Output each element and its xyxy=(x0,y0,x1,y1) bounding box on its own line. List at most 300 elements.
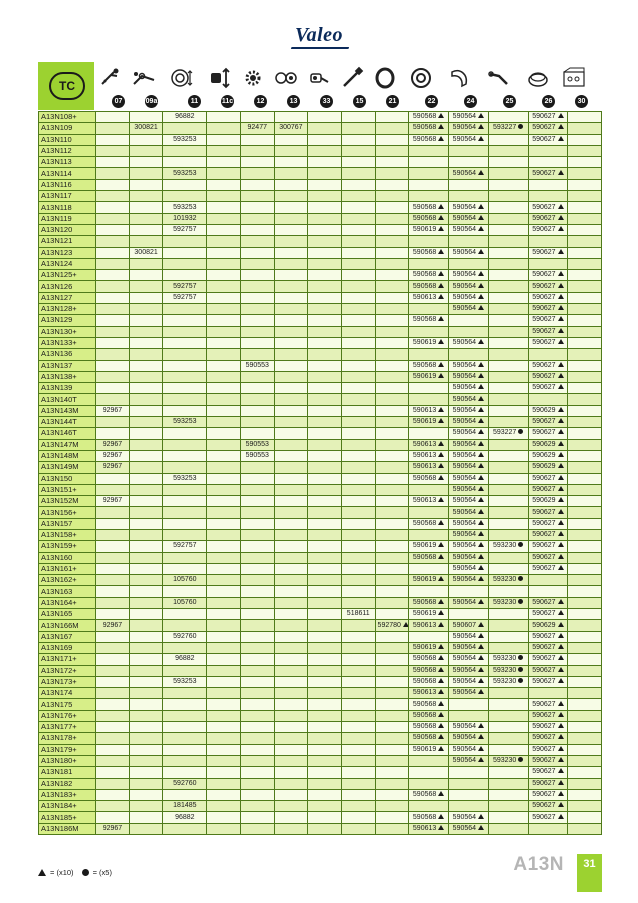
table-row xyxy=(39,823,602,834)
part-number-cell xyxy=(488,496,528,507)
part-number-cell xyxy=(409,213,449,224)
part-number: 590568 xyxy=(412,135,437,143)
triangle-icon xyxy=(558,328,564,333)
part-number-cell xyxy=(240,563,274,574)
part-reference: A13N152M xyxy=(39,496,96,507)
part-number-cell xyxy=(409,484,449,495)
part-number-cell xyxy=(308,586,342,597)
part-number: 590564 xyxy=(452,203,477,211)
part-number-cell xyxy=(568,699,602,710)
part-number-cell xyxy=(240,202,274,213)
part-number: 592757 xyxy=(173,282,197,290)
part-number: 590627 xyxy=(532,361,556,369)
part-number-cell xyxy=(448,450,488,461)
part-number-cell xyxy=(528,337,568,348)
triangle-icon xyxy=(558,463,564,468)
part-number-cell xyxy=(163,337,207,348)
part-number-cell xyxy=(448,191,488,202)
part-number-cell xyxy=(375,179,409,190)
part-number-cell xyxy=(129,744,163,755)
part-number-cell xyxy=(409,112,449,123)
part-number-cell xyxy=(207,439,241,450)
dot-icon xyxy=(82,869,89,876)
part-number-cell xyxy=(568,767,602,778)
part-number-cell xyxy=(274,258,308,269)
part-reference: A13N149M xyxy=(39,462,96,473)
part-number: 105760 xyxy=(173,598,197,606)
table-row xyxy=(39,394,602,405)
part-number: 590564 xyxy=(452,463,477,471)
part-number: 590627 xyxy=(532,519,556,527)
part-number-cell xyxy=(240,360,274,371)
part-number-cell xyxy=(568,484,602,495)
part-number: 590629 xyxy=(532,497,556,505)
triangle-icon xyxy=(438,554,444,559)
triangle-icon xyxy=(478,305,484,310)
part-number: 590564 xyxy=(452,485,477,493)
part-reference: A13N166M xyxy=(39,620,96,631)
part-number-cell xyxy=(448,676,488,687)
table-row xyxy=(39,609,602,620)
part-number-cell xyxy=(448,405,488,416)
part-number-cell xyxy=(96,360,130,371)
part-number-cell xyxy=(96,744,130,755)
part-number-cell xyxy=(448,620,488,631)
part-number-cell xyxy=(207,450,241,461)
part-number-cell xyxy=(488,247,528,258)
part-number-cell xyxy=(96,597,130,608)
part-number-cell xyxy=(528,609,568,620)
part-number-cell xyxy=(96,778,130,789)
part-number-cell xyxy=(207,462,241,473)
part-number-cell xyxy=(375,383,409,394)
part-number-cell xyxy=(240,168,274,179)
part-number-cell xyxy=(409,157,449,168)
part-number-cell xyxy=(568,145,602,156)
part-number-cell xyxy=(488,236,528,247)
part-number-cell xyxy=(96,710,130,721)
triangle-icon xyxy=(558,283,564,288)
dot-icon xyxy=(518,678,523,683)
part-number-cell xyxy=(129,823,163,834)
triangle-icon xyxy=(478,734,484,739)
part-reference: A13N178+ xyxy=(39,733,96,744)
part-number-cell xyxy=(375,767,409,778)
part-number-cell xyxy=(488,337,528,348)
part-number-cell xyxy=(96,665,130,676)
part-number-cell xyxy=(240,575,274,586)
part-number-cell xyxy=(528,123,568,134)
part-number: 590564 xyxy=(452,497,477,505)
part-number-cell xyxy=(341,462,375,473)
part-number-cell xyxy=(163,597,207,608)
triangle-icon xyxy=(438,520,444,525)
part-number-cell xyxy=(409,676,449,687)
part-number-cell xyxy=(207,620,241,631)
triangle-icon xyxy=(478,283,484,288)
part-number-cell xyxy=(308,236,342,247)
part-number-cell xyxy=(375,202,409,213)
part-number-cell xyxy=(568,473,602,484)
part-number-cell xyxy=(448,586,488,597)
part-number-cell xyxy=(568,609,602,620)
triangle-icon xyxy=(478,113,484,118)
part-number-cell xyxy=(207,224,241,235)
part-number-cell xyxy=(488,191,528,202)
part-number-cell xyxy=(409,609,449,620)
part-reference: A13N167 xyxy=(39,631,96,642)
part-number: 590627 xyxy=(532,677,556,685)
dot-icon xyxy=(518,542,523,547)
triangle-icon xyxy=(558,429,564,434)
part-number-cell xyxy=(528,236,568,247)
part-number-cell xyxy=(488,507,528,518)
part-number-cell xyxy=(163,270,207,281)
part-number-cell xyxy=(375,642,409,653)
part-number-cell xyxy=(375,733,409,744)
triangle-icon xyxy=(478,644,484,649)
part-number-cell xyxy=(96,247,130,258)
part-number-cell xyxy=(308,439,342,450)
triangle-icon xyxy=(558,644,564,649)
part-number-cell xyxy=(528,620,568,631)
part-number-cell xyxy=(308,733,342,744)
part-number-cell xyxy=(163,620,207,631)
part-number-cell xyxy=(409,258,449,269)
part-number-cell xyxy=(488,688,528,699)
part-number: 590568 xyxy=(412,474,437,482)
part-number-cell xyxy=(163,394,207,405)
header-col-25 xyxy=(479,62,518,110)
part-number-cell xyxy=(488,112,528,123)
part-number: 590568 xyxy=(412,271,437,279)
part-number-cell xyxy=(568,688,602,699)
part-number: 590627 xyxy=(532,565,556,573)
part-number-cell xyxy=(488,405,528,416)
triangle-icon xyxy=(478,531,484,536)
part-number-cell xyxy=(341,394,375,405)
part-number-cell xyxy=(207,112,241,123)
part-number-cell xyxy=(448,168,488,179)
column-number-badge: 24 xyxy=(464,95,477,108)
part-number-cell xyxy=(163,801,207,812)
part-number: 590564 xyxy=(452,824,477,832)
part-number: 590564 xyxy=(452,689,477,697)
part-number-cell xyxy=(240,688,274,699)
part-number-cell xyxy=(568,654,602,665)
part-number-cell xyxy=(409,304,449,315)
part-number-cell xyxy=(341,292,375,303)
part-reference: A13N143M xyxy=(39,405,96,416)
part-reference: A13N186M xyxy=(39,823,96,834)
part-number: 590627 xyxy=(532,293,556,301)
part-number-cell xyxy=(409,518,449,529)
part-number-cell xyxy=(409,699,449,710)
part-number-cell xyxy=(240,529,274,540)
part-number-cell xyxy=(488,394,528,405)
triangle-icon xyxy=(558,497,564,502)
triangle-icon xyxy=(558,226,564,231)
part-number-cell xyxy=(96,236,130,247)
part-reference: A13N133+ xyxy=(39,337,96,348)
triangle-icon xyxy=(478,463,484,468)
part-number-cell xyxy=(274,371,308,382)
part-number-cell xyxy=(274,755,308,766)
triangle-icon xyxy=(438,418,444,423)
triangle-icon xyxy=(478,373,484,378)
part-number-cell xyxy=(341,428,375,439)
part-number-cell xyxy=(207,394,241,405)
part-number-cell xyxy=(240,484,274,495)
triangle-icon xyxy=(438,362,444,367)
part-number-cell xyxy=(129,496,163,507)
column-number-badge: 11 xyxy=(188,95,201,108)
header-col-15 xyxy=(335,62,368,110)
part-number-cell xyxy=(528,405,568,416)
part-number-cell xyxy=(308,597,342,608)
part-number: 590564 xyxy=(452,372,477,380)
table-row xyxy=(39,586,602,597)
triangle-icon xyxy=(478,689,484,694)
table-row xyxy=(39,688,602,699)
part-number-cell xyxy=(568,349,602,360)
part-number: 590564 xyxy=(452,226,477,234)
part-number-cell xyxy=(240,236,274,247)
part-number-cell xyxy=(207,236,241,247)
part-number-cell xyxy=(375,349,409,360)
part-number-cell xyxy=(163,778,207,789)
part-number-cell xyxy=(448,315,488,326)
part-number-cell xyxy=(129,789,163,800)
column-number-badge: 11c xyxy=(221,95,234,108)
part-number-cell xyxy=(96,270,130,281)
part-number-cell xyxy=(207,315,241,326)
part-number-cell xyxy=(129,145,163,156)
bearing-icon xyxy=(208,66,232,90)
part-number-cell xyxy=(274,428,308,439)
page-number: 31 xyxy=(577,854,602,892)
table-row xyxy=(39,496,602,507)
part-number-cell xyxy=(568,496,602,507)
triangle-icon xyxy=(438,441,444,446)
part-number: 590627 xyxy=(532,813,556,821)
part-number-cell xyxy=(308,281,342,292)
part-number-cell xyxy=(240,744,274,755)
part-number-cell xyxy=(375,123,409,134)
part-number-cell xyxy=(96,473,130,484)
table-row xyxy=(39,191,602,202)
part-number-cell xyxy=(308,315,342,326)
triangle-icon xyxy=(558,271,564,276)
part-number-cell xyxy=(488,123,528,134)
part-number-cell xyxy=(375,360,409,371)
legend-triangle-text: = (x10) xyxy=(50,868,74,877)
triangle-icon xyxy=(558,486,564,491)
part-number-cell xyxy=(375,699,409,710)
table-row xyxy=(39,801,602,812)
part-number-cell xyxy=(96,823,130,834)
table-row xyxy=(39,620,602,631)
part-number-cell xyxy=(163,405,207,416)
part-number-cell xyxy=(528,496,568,507)
part-number-cell xyxy=(163,484,207,495)
part-number-cell xyxy=(240,642,274,653)
triangle-icon xyxy=(438,373,444,378)
part-number-cell xyxy=(409,563,449,574)
part-number: 590568 xyxy=(412,700,437,708)
part-number: 590629 xyxy=(532,621,556,629)
table-row xyxy=(39,281,602,292)
part-number-cell xyxy=(163,145,207,156)
part-number: 590627 xyxy=(532,169,556,177)
part-number-cell xyxy=(274,123,308,134)
part-number: 590627 xyxy=(532,802,556,810)
column-number-badge: 21 xyxy=(386,95,399,108)
part-number-cell xyxy=(163,688,207,699)
part-number: 592757 xyxy=(173,293,197,301)
triangle-icon xyxy=(38,869,46,876)
part-number: 590627 xyxy=(532,779,556,787)
part-number-cell xyxy=(163,496,207,507)
triangle-icon xyxy=(558,655,564,660)
part-number-cell xyxy=(448,473,488,484)
part-number: 92967 xyxy=(102,406,123,414)
dot-icon xyxy=(518,667,523,672)
part-number-cell xyxy=(568,744,602,755)
part-number-cell xyxy=(129,642,163,653)
part-number-cell xyxy=(488,462,528,473)
part-number-cell xyxy=(240,439,274,450)
triangle-icon xyxy=(558,531,564,536)
part-number-cell xyxy=(488,552,528,563)
part-number-cell xyxy=(528,586,568,597)
part-number-cell xyxy=(308,337,342,348)
part-number-cell xyxy=(568,778,602,789)
part-number-cell xyxy=(568,112,602,123)
part-number: 590564 xyxy=(452,361,477,369)
part-reference: A13N136 xyxy=(39,349,96,360)
part-number: 590564 xyxy=(452,531,477,539)
part-number-cell xyxy=(409,688,449,699)
table-row xyxy=(39,575,602,586)
part-number-cell xyxy=(528,529,568,540)
part-number-cell xyxy=(409,292,449,303)
part-number: 593230 xyxy=(492,655,517,663)
part-number-cell xyxy=(528,360,568,371)
part-number-cell xyxy=(96,767,130,778)
part-number-cell xyxy=(96,541,130,552)
table-row xyxy=(39,462,602,473)
part-number-cell xyxy=(163,812,207,823)
part-number-cell xyxy=(308,778,342,789)
part-number: 593227 xyxy=(492,429,517,437)
table-row xyxy=(39,157,602,168)
part-number-cell xyxy=(568,337,602,348)
part-number: 590619 xyxy=(412,576,437,584)
part-number-cell xyxy=(240,631,274,642)
table-row xyxy=(39,236,602,247)
header-col-30 xyxy=(557,62,590,110)
part-number-cell xyxy=(448,552,488,563)
part-reference: A13N117 xyxy=(39,191,96,202)
part-reference: A13N179+ xyxy=(39,744,96,755)
part-number-cell xyxy=(409,247,449,258)
part-number-cell xyxy=(341,789,375,800)
part-number-cell xyxy=(375,157,409,168)
part-number-cell xyxy=(568,213,602,224)
part-number: 590627 xyxy=(532,723,556,731)
part-number-cell xyxy=(528,722,568,733)
part-number-cell xyxy=(568,563,602,574)
part-number-cell xyxy=(240,428,274,439)
part-number-cell xyxy=(528,642,568,653)
part-number-cell xyxy=(528,326,568,337)
part-number-cell xyxy=(528,145,568,156)
triangle-icon xyxy=(478,678,484,683)
part-number-cell xyxy=(129,631,163,642)
part-number-cell xyxy=(528,778,568,789)
part-number-cell xyxy=(568,676,602,687)
part-number-cell xyxy=(488,733,528,744)
kit-box-icon xyxy=(562,66,586,90)
triangle-icon xyxy=(438,283,444,288)
part-number-cell xyxy=(207,586,241,597)
part-number-cell xyxy=(568,123,602,134)
part-number-cell xyxy=(274,529,308,540)
part-number-cell xyxy=(163,767,207,778)
triangle-icon xyxy=(438,734,444,739)
triangle-icon xyxy=(438,113,444,118)
part-number: 518611 xyxy=(346,610,370,618)
triangle-icon xyxy=(438,814,444,819)
header-col-11 xyxy=(160,62,203,110)
table-row xyxy=(39,371,602,382)
triangle-icon xyxy=(478,825,484,830)
part-number-cell xyxy=(409,744,449,755)
part-number-cell xyxy=(207,326,241,337)
part-number-cell xyxy=(308,191,342,202)
part-number-cell xyxy=(207,755,241,766)
header-col-22 xyxy=(401,62,440,110)
part-number-cell xyxy=(568,281,602,292)
part-number: 590568 xyxy=(412,734,437,742)
part-number-cell xyxy=(129,755,163,766)
header-col-24 xyxy=(440,62,479,110)
part-number: 590619 xyxy=(412,372,437,380)
part-number: 593253 xyxy=(173,677,197,685)
part-reference: A13N138+ xyxy=(39,371,96,382)
part-number-cell xyxy=(488,722,528,733)
part-number-cell xyxy=(448,631,488,642)
table-row xyxy=(39,631,602,642)
table-row xyxy=(39,428,602,439)
column-number-badge: 26 xyxy=(542,95,555,108)
part-number-cell xyxy=(163,823,207,834)
part-number-cell xyxy=(409,224,449,235)
part-number-cell xyxy=(341,247,375,258)
part-number-cell xyxy=(448,383,488,394)
part-number-cell xyxy=(341,767,375,778)
part-number: 590627 xyxy=(532,372,556,380)
part-number-cell xyxy=(409,349,449,360)
part-number-cell xyxy=(341,360,375,371)
part-number-cell xyxy=(274,609,308,620)
part-number-cell xyxy=(409,405,449,416)
part-number: 590627 xyxy=(532,124,556,132)
part-number-cell xyxy=(274,620,308,631)
part-number-cell xyxy=(207,383,241,394)
part-number: 590564 xyxy=(452,271,477,279)
